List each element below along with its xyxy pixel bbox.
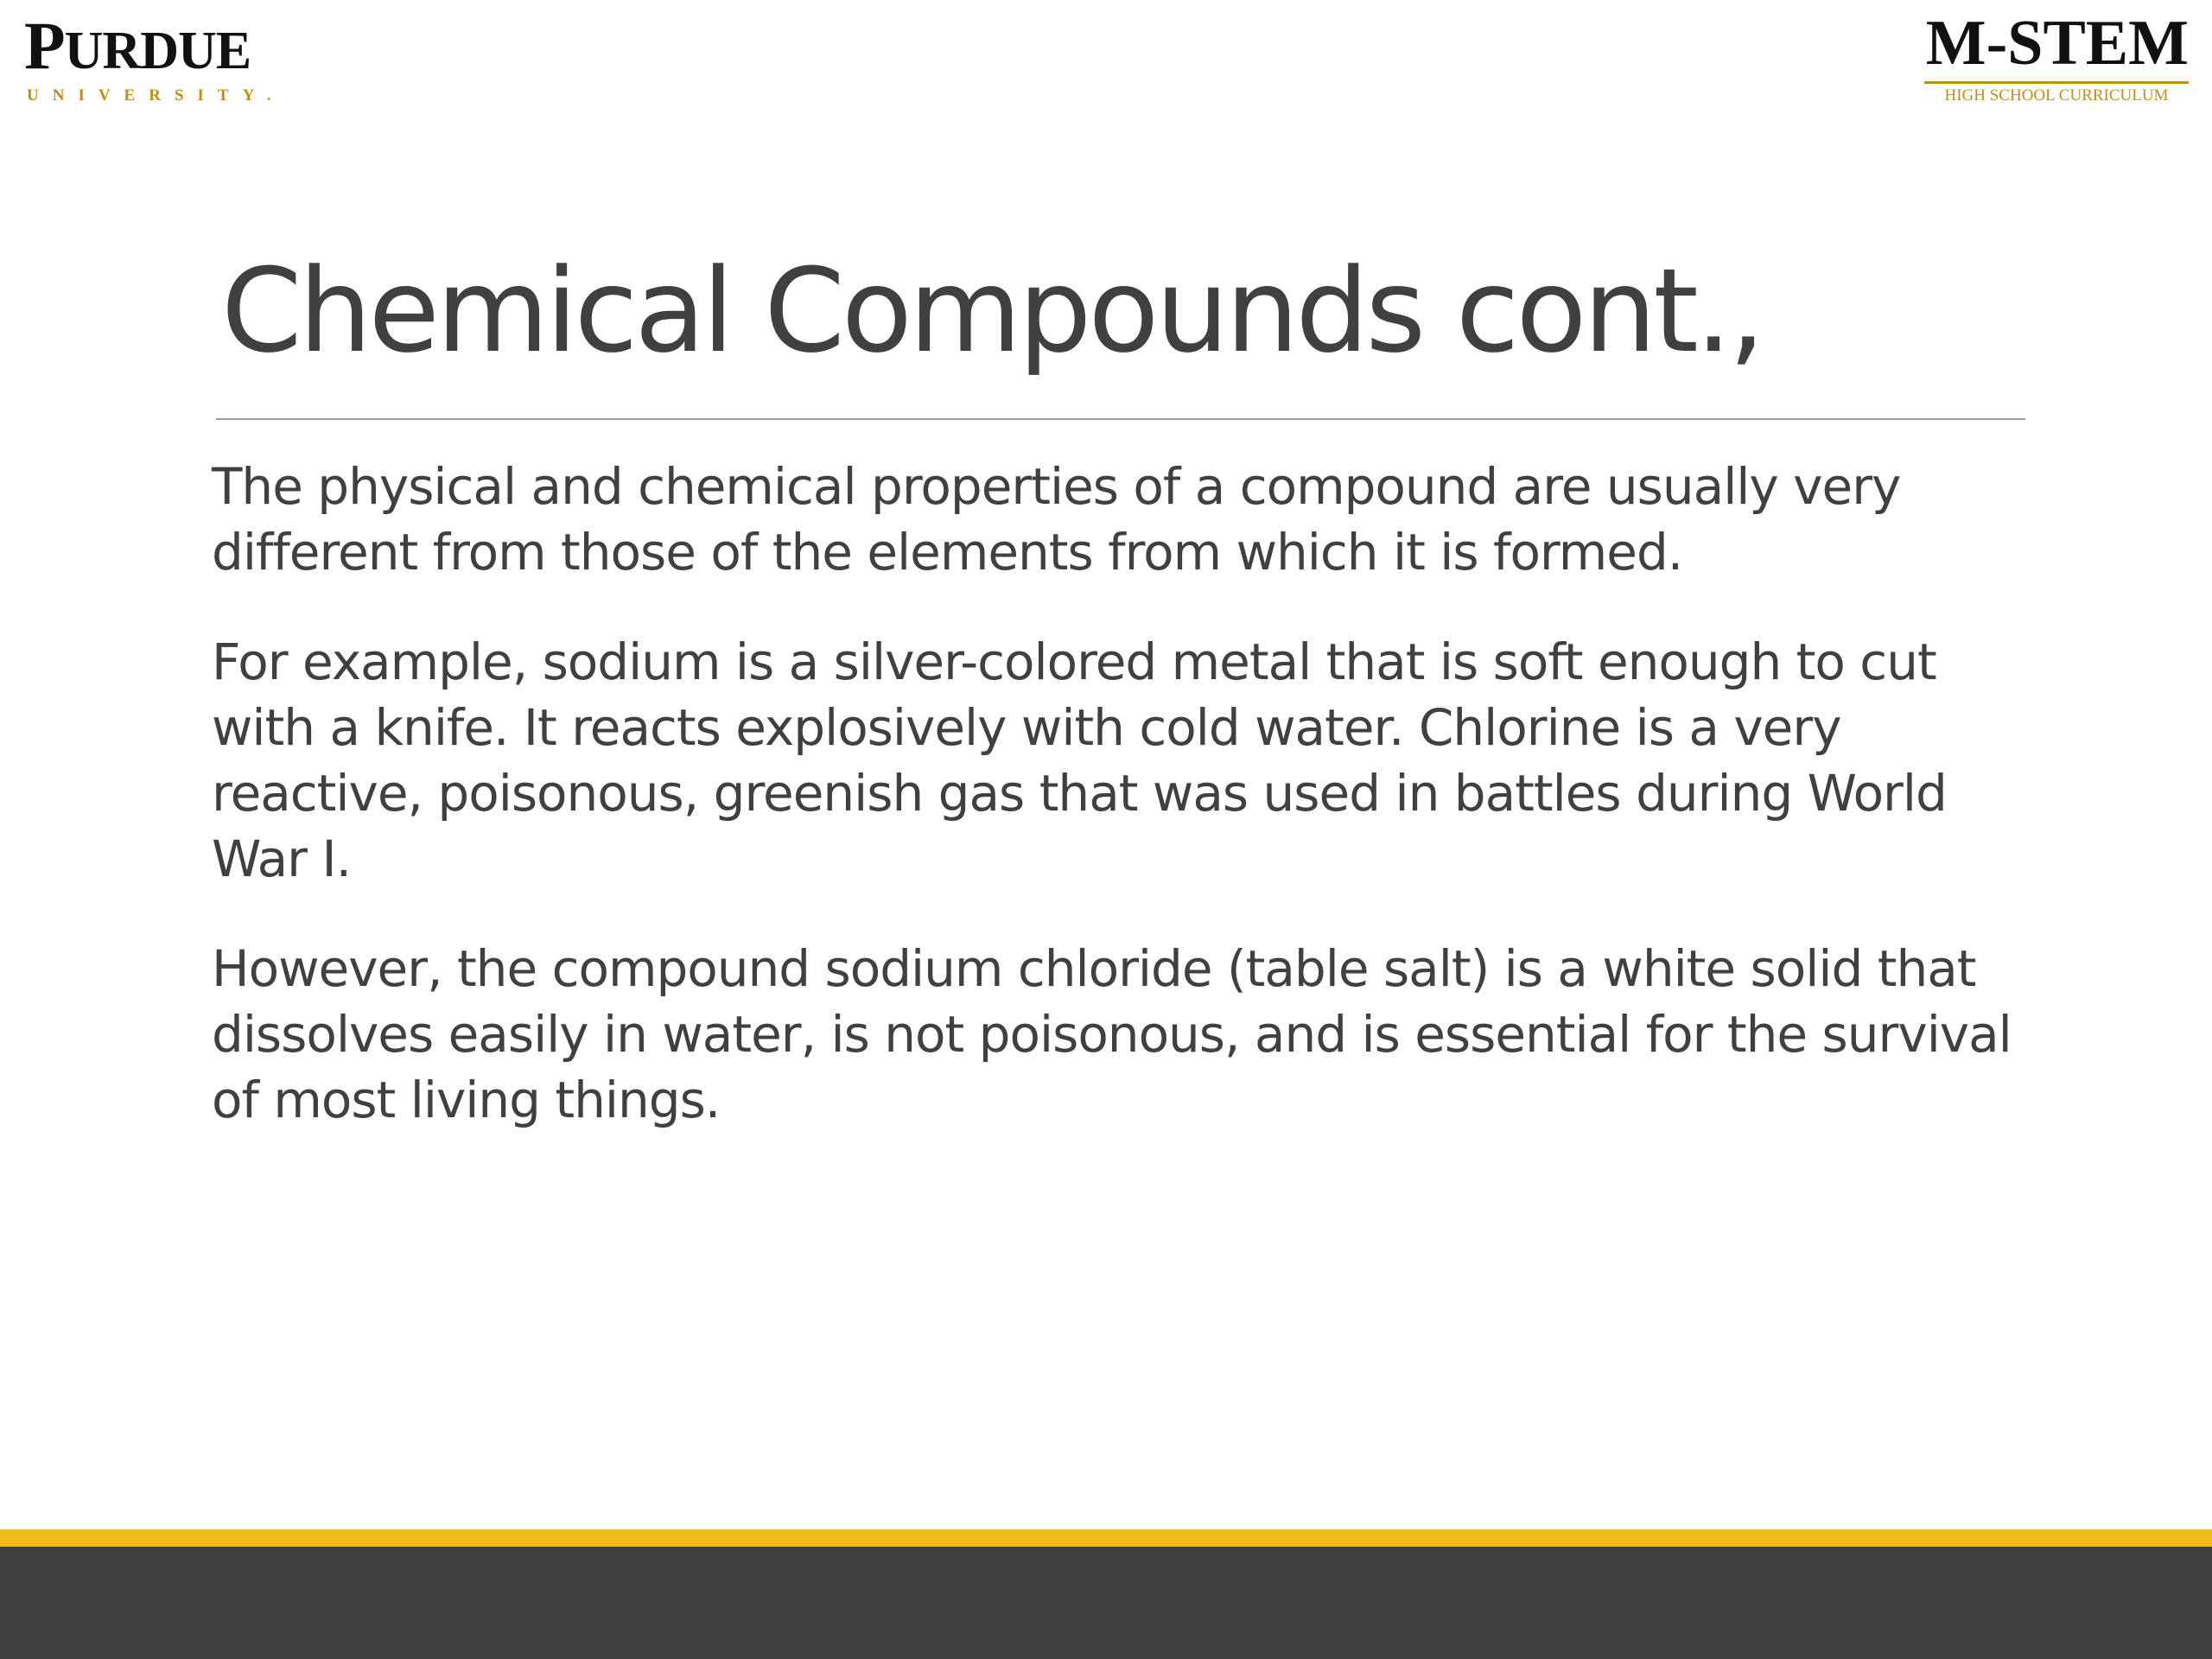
paragraph-properties: The physical and chemical properties of a compound are usually very different from those of the elements from which it is formed. <box>212 457 1901 582</box>
mstem-subtitle: HIGH SCHOOL CURRICULUM <box>1944 86 2169 105</box>
footer-bar <box>0 1547 2212 1659</box>
purdue-subtitle: UNIVERSITY. <box>27 86 285 105</box>
slide-title: Chemical Compounds cont., <box>221 244 1763 378</box>
purdue-wordmark <box>24 8 251 85</box>
paragraph-sodium-chloride: However, the compound sodium chloride (table salt) is a white solid that dissolves easily in water, is not poisonous, and is essential for the survival of most living things. <box>212 939 2012 1129</box>
footer-gold-stripe <box>0 1529 2212 1547</box>
purdue-wordmark-initial: P <box>24 8 65 83</box>
slide-body <box>212 454 2052 1177</box>
mstem-logo <box>1904 7 2189 106</box>
mstem-underline <box>1924 81 2189 84</box>
paragraph-example: For example, sodium is a silver-colored metal that is soft enough to cut with a knife. It reacts explosively with cold water. Chlorine is a very reactive, poisonous, greenish gas that was used in battles during World War I. <box>212 632 1947 888</box>
purdue-wordmark-rest: URDUE <box>64 22 251 80</box>
purdue-logo <box>24 8 301 107</box>
mstem-wordmark: M-STEM <box>1925 8 2189 79</box>
title-divider <box>216 418 2025 420</box>
